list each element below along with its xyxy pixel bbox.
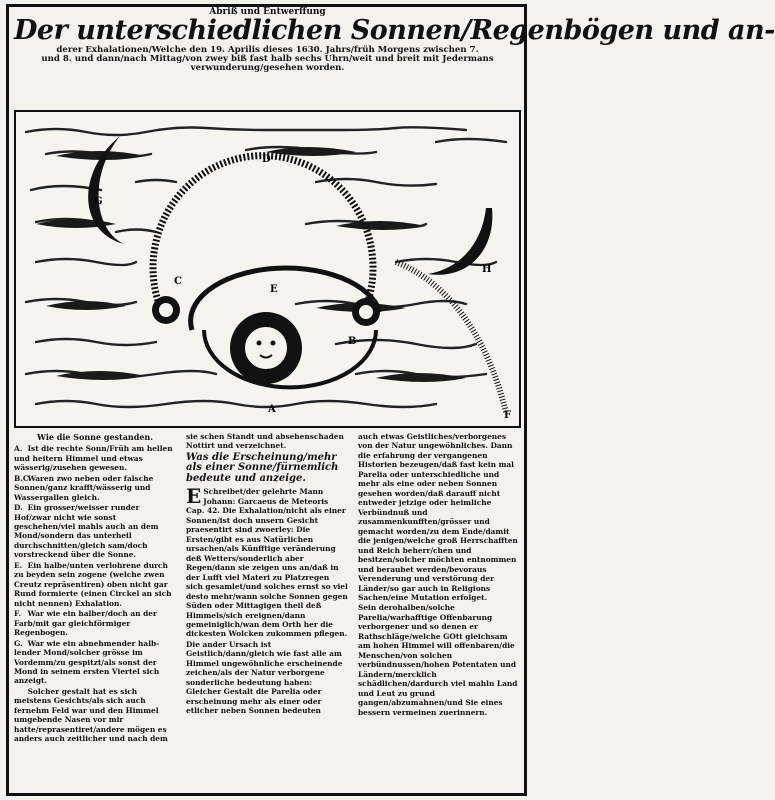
label-h: H xyxy=(482,264,492,275)
legend-item: E. Ein halbe/unten verlohrene durch zu beyden sein zogene (welche zwen Creutz repräsentiren) oben nicht gar Rund formierte (einen Circkel an sich nicht nennen) Exhalation. xyxy=(14,560,172,608)
woodcut-illustration xyxy=(14,110,521,428)
sky-phenomena-figure xyxy=(16,112,523,430)
sun-c-icon xyxy=(152,296,180,324)
legend-item: G. War wie ein abnehmender halb-lender Mond/solcher grösse im Vordemm/zu gespitzt/als sonst der Mond in seinem ersten Viertel sich anzeigt. xyxy=(14,638,160,686)
header-line-4: verwunderung/gesehen worden. xyxy=(190,62,345,73)
column-1 xyxy=(14,432,176,788)
header-line-1: Abriß und Entwerffung xyxy=(209,7,326,17)
sun-b-icon xyxy=(352,298,380,326)
label-e: E xyxy=(270,284,278,295)
section-heading: Was die Erscheinung/mehr als einer Sonne/fürnemlich bedeute und anzeige. xyxy=(186,451,339,484)
header xyxy=(14,7,775,73)
paragraph: auch etwas Geistliches/verborgenes von der Natur ungewöhnliches. Dann die erfahrung der vergangenen Historien bezeugen/daß fast kein mal Parelia oder unterschiedliche und mehr als eine oder neben Sonnen gesehen worden/daß darauff nicht entweder jetzige oder heimliche Verbündnuß und zusammenkunfften/grösser und gemacht worden/zu dem Ende/damit die jenigen/welche groß Herrschafften und Reich beherr/chen und besitzen/solcher möchten entnommen und beraubet werden/bevoraus Verenderung und verstörung der Länder/so gar auch in Religions Sachen/eine Mutation erfolget. xyxy=(358,432,518,602)
legend-item: D. Ein grosser/weisser runder Hof/zwar nicht wie sonst geschehen/viel mahls auch an dem Mond/sondern das unterheil durchschnitten/gleich sam/doch vorstreckend über die Sonne. xyxy=(14,503,159,560)
page-title: Der unterschiedlichen Sonnen/Regenbögen und an- xyxy=(14,15,775,47)
paragraph: Die ander Ursach ist Geistlich/dann/gleich wie fast alle am Himmel ungewöhnliche erscheinende zeichen/als der Natur verborgene sonderliche bedeutung haben: Gleicher Gestalt die Parelia oder erscheinung mehr als einer oder etlicher neben Sonnen bedeuten xyxy=(186,639,343,716)
paragraph: Sein derohalben/solche Parelia/warhafftige Offenbarung verborgener und so denen er Rathschläge/welche GOtt gleichsam am hohen Himmel will offenbaren/die Menschen/von solchen verbündnussen/hohen Potentaten und Ländern/mercklich schädlichen/dardurch viel mahln Land und Leut zu grund gangen/abzumahnen/und Sie eines bessern vermeinen zuerinnern. xyxy=(358,603,518,717)
legend-item: Solcher gestalt hat es sich meistens Gesichts/als sich auch fernehm Feld war und den Himmel umgebende Nasen vor mir hatte/reprasentiret/andere mögen es anders auch zeitlicher und nach dem xyxy=(14,686,168,744)
column-1-subtitle: Wie die Sonne gestanden. xyxy=(36,432,154,442)
rainbow-f xyxy=(396,262,506,412)
label-g: G xyxy=(94,196,103,207)
legend-item: F. War wie ein halber/doch an der Farb/mit gar gleichförmiger Regenbogen. xyxy=(14,609,157,638)
column-3 xyxy=(358,432,520,788)
label-d: D xyxy=(262,154,271,165)
label-b: B xyxy=(348,336,357,347)
sun-a-icon xyxy=(230,312,302,384)
column-2 xyxy=(186,432,348,788)
legend-item: B.C. Waren zwo neben oder falsche Sonnen/ganz krafft/wässerig und Wassergallen gleich. xyxy=(14,473,154,502)
label-a: A xyxy=(268,404,276,415)
column-2-intro: sie schen Standt und absehenschaden Nottirt und verzeichnet. xyxy=(186,432,344,451)
paragraph: E Schreibet/der gelehrte Mann Johann: Garcaeus de Meteoris Cap. 42. Die Exhalation/nicht als einer Sonnen/ist doch unsern Gesicht praesentirt sind zwoerley: Die Ersten/gibt es aus Natürlichen ursachen/als Künfftige veränderung deß Wetters/sonderlich aber Regen/dann sie zeigen uns an/daß in der Lufft viel Materi zu Platzregen sich gesamlet/und solches ernst so viel desto mehr/wann solche Sonnen gegen Süden oder Mittagigen theil deß Himmels/sich ereignen/dann gemeiniglich/wan dem Orth her die dickesten Wolcken zukommen pflegen. xyxy=(186,484,348,639)
label-f: F xyxy=(504,410,512,421)
header-line-3: und 8. und dann/nach Mittag/von zwey biß fast halb sechs Uhrn/weit und breit mit Jedermans xyxy=(41,53,494,64)
drop-cap: E xyxy=(186,484,202,509)
text-columns xyxy=(14,432,521,790)
label-c: C xyxy=(174,276,182,287)
legend-item: A. Ist die rechte Sonn/Früh am hellen und heitern Himmel und etwas wässerig/zusehen gewesen. xyxy=(14,444,173,473)
header-line-2: derer Exhalationen/Welche den 19. Aprilis dieses 1630. Jahrs/früh Morgens zwischen 7. xyxy=(56,44,479,55)
